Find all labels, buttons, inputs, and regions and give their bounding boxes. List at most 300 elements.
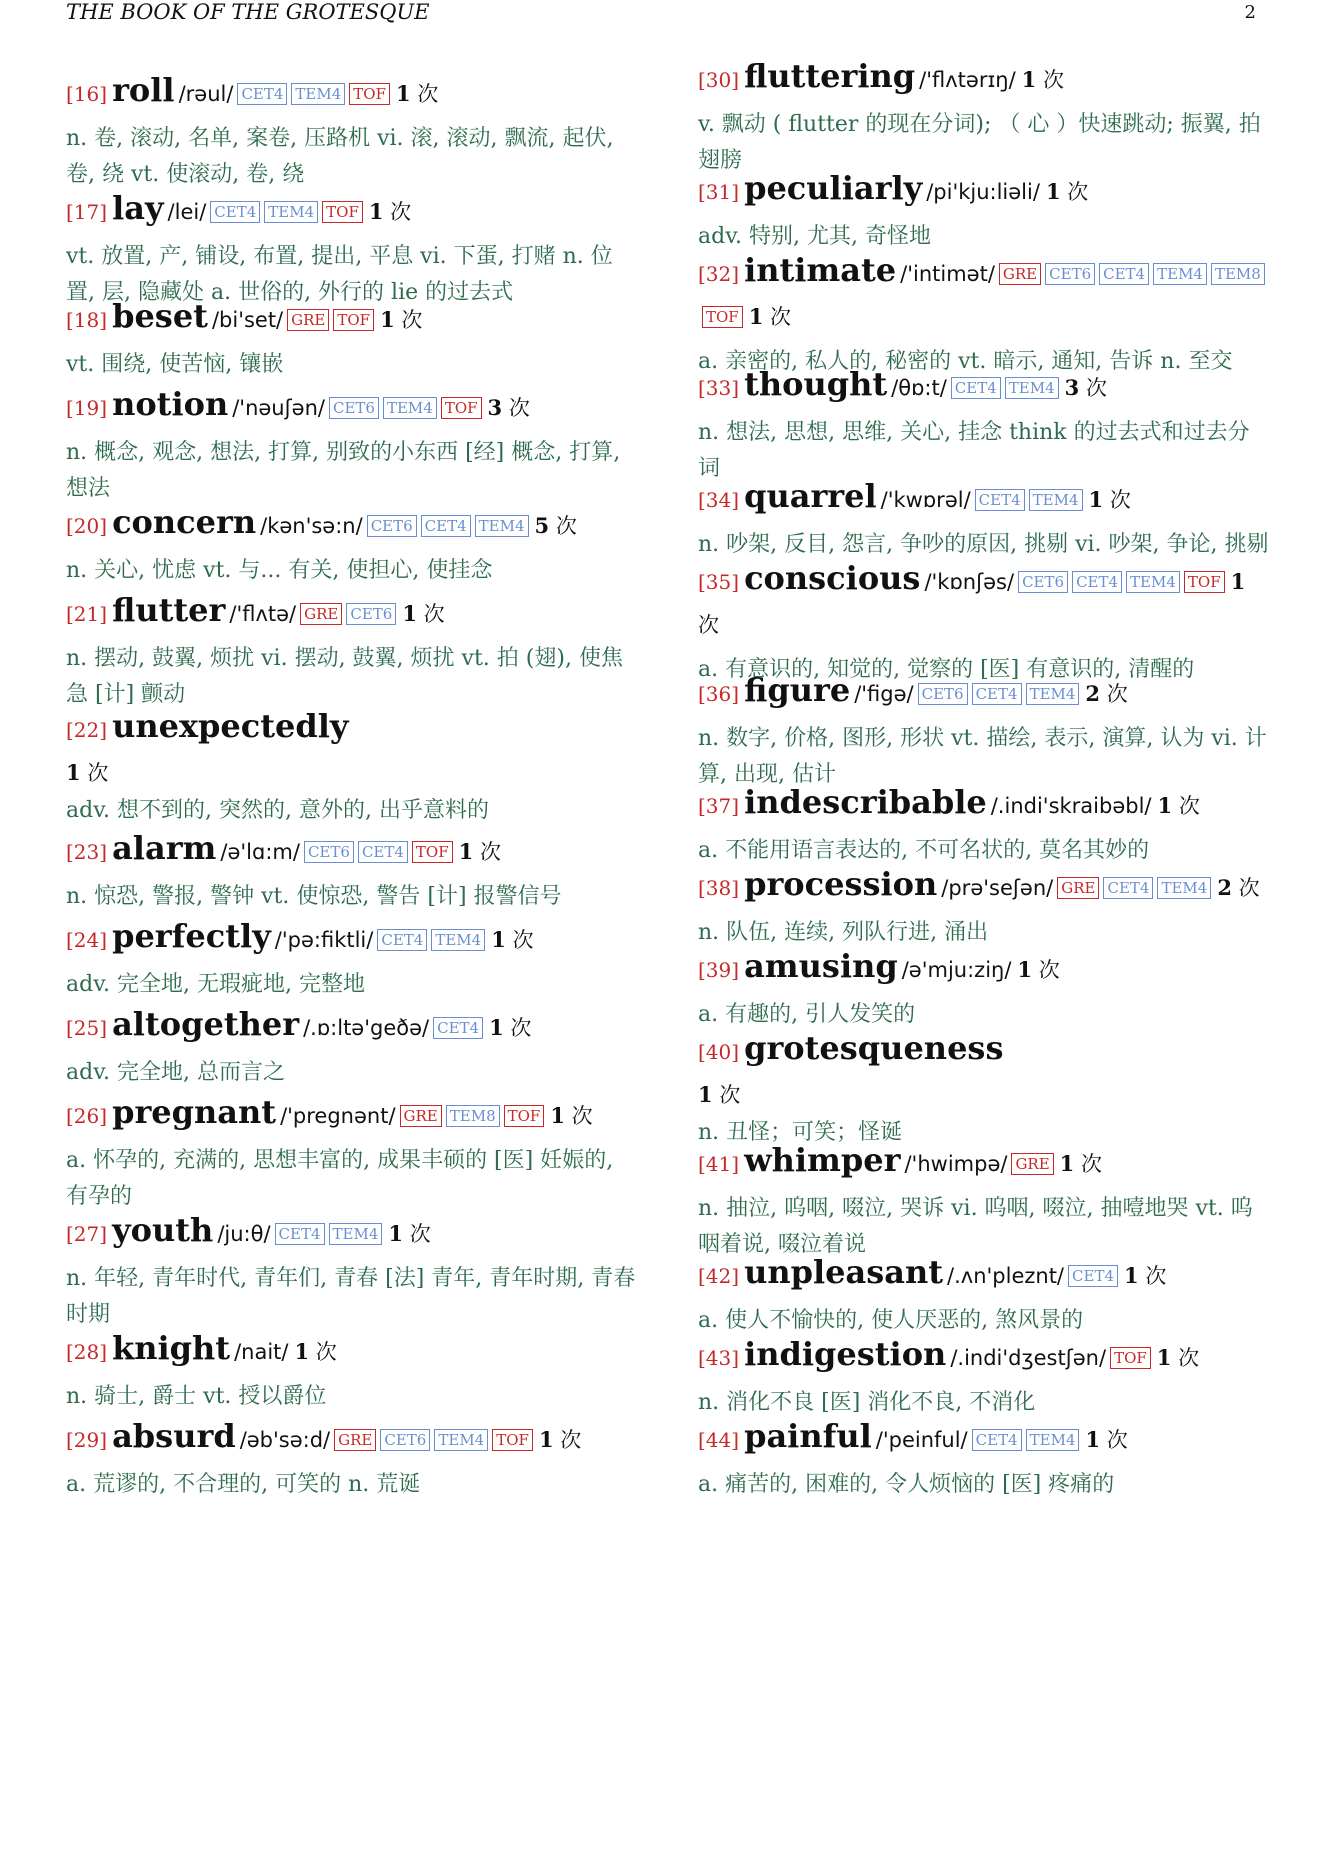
exam-tag: GRE (287, 309, 329, 331)
exam-tag: TEM4 (264, 201, 318, 223)
occurrence-count (539, 1428, 581, 1452)
headword: alarm (112, 829, 217, 867)
entry-headline (698, 58, 1270, 105)
definition: n. 概念, 观念, 想法, 打算, 别致的小东西 [经] 概念, 打算, 想法 (66, 440, 621, 501)
exam-tag: TEM4 (1157, 877, 1211, 899)
count-number: 1 (1045, 179, 1061, 204)
definition: n. 关心, 忧虑 vt. 与... 有关, 使担心, 使挂念 (66, 558, 493, 583)
exam-tag: TOF (702, 306, 743, 328)
headword: perfectly (112, 917, 271, 955)
phonetic: /'kwɒrəl/ (880, 488, 971, 512)
definition: a. 荒谬的, 不合理的, 可笑的 n. 荒诞 (66, 1472, 421, 1497)
phonetic: /əb'sə:d/ (239, 1428, 331, 1452)
count-suffix: 次 (1038, 958, 1060, 982)
exam-tag: GRE (300, 603, 342, 625)
exam-tag: CET4 (210, 201, 260, 223)
headword: unpleasant (744, 1253, 944, 1291)
exam-tag: CET4 (1072, 571, 1122, 593)
exam-tag: CET4 (975, 489, 1025, 511)
exam-tag: CET4 (421, 515, 471, 537)
vocab-entry (698, 560, 1270, 688)
definition: n. 想法, 思想, 思维, 关心, 挂念 think 的过去式和过去分词 (698, 420, 1250, 481)
entry-headline (698, 560, 1270, 650)
headword: grotesqueness (744, 1029, 1004, 1067)
entry-headline (66, 298, 636, 345)
exam-tag: GRE (1011, 1153, 1053, 1175)
count-suffix: 次 (401, 308, 423, 332)
entry-index: [41] (698, 1152, 740, 1176)
definition: n. 丑怪；可笑；怪诞 (698, 1120, 903, 1145)
count-number: 2 (1085, 681, 1101, 706)
vocab-entry (66, 1418, 636, 1503)
occurrence-count (1158, 794, 1200, 818)
phonetic: /'flʌtərɪŋ/ (919, 68, 1016, 92)
entry-index: [31] (698, 180, 740, 204)
exam-tag: TOF (322, 201, 363, 223)
occurrence-count (1217, 876, 1259, 900)
exam-tag: CET6 (304, 841, 354, 863)
headword: fluttering (744, 57, 916, 95)
exam-tag: CET4 (972, 1429, 1022, 1451)
occurrence-count (380, 308, 422, 332)
phonetic: /rəul/ (178, 82, 234, 106)
headword: indigestion (744, 1335, 947, 1373)
entry-index: [25] (66, 1016, 108, 1040)
count-number: 1 (748, 304, 764, 329)
vocab-entry (66, 1006, 636, 1091)
exam-tag: CET4 (237, 83, 287, 105)
headword: amusing (744, 947, 898, 985)
count-suffix: 次 (1106, 682, 1128, 706)
phonetic: /'intimət/ (900, 262, 995, 286)
exam-tag: CET6 (1018, 571, 1068, 593)
exam-tag: TEM4 (1029, 489, 1083, 511)
entry-index: [21] (66, 602, 108, 626)
vocab-entry (66, 190, 636, 311)
count-suffix: 次 (698, 613, 719, 637)
entry-headline (66, 592, 636, 639)
vocab-entry (698, 1418, 1270, 1503)
entry-index: [42] (698, 1264, 740, 1288)
phonetic: /ə'lɑ:m/ (220, 840, 300, 864)
vocab-entry (66, 1094, 636, 1215)
headword: procession (744, 865, 938, 903)
definition: n. 吵架, 反目, 怨言, 争吵的原因, 挑剔 vi. 吵架, 争论, 挑剔 (698, 532, 1269, 557)
exam-tag: TOF (492, 1429, 533, 1451)
exam-tag: TEM4 (475, 515, 529, 537)
exam-tag: TEM8 (1211, 263, 1265, 285)
entry-index: [44] (698, 1428, 740, 1452)
definition: a. 亲密的, 私人的, 秘密的 vt. 暗示, 通知, 告诉 n. 至交 (698, 349, 1233, 374)
count-suffix: 次 (315, 1340, 337, 1364)
occurrence-count (1017, 958, 1059, 982)
count-suffix: 次 (770, 305, 792, 329)
headword: quarrel (744, 477, 877, 515)
headword: peculiarly (744, 169, 923, 207)
exam-tag: CET6 (367, 515, 417, 537)
headword: indescribable (744, 783, 987, 821)
count-suffix: 次 (1042, 68, 1064, 92)
count-number: 1 (458, 839, 474, 864)
vocab-entry (698, 1142, 1270, 1263)
count-suffix: 次 (87, 761, 109, 785)
count-suffix: 次 (1178, 794, 1200, 818)
exam-tag: TEM4 (434, 1429, 488, 1451)
entry-index: [43] (698, 1346, 740, 1370)
count-suffix: 次 (479, 840, 501, 864)
occurrence-count (1124, 1264, 1166, 1288)
exam-tag: TEM8 (446, 1105, 500, 1127)
occurrence-count (1089, 488, 1131, 512)
page-header (66, 0, 1256, 30)
headword: beset (112, 297, 208, 335)
occurrence-count (1157, 1346, 1199, 1370)
phonetic: /'peinful/ (875, 1428, 968, 1452)
exam-tag: TEM4 (329, 1223, 383, 1245)
entry-headline (698, 1336, 1270, 1383)
headword: youth (112, 1211, 214, 1249)
count-number: 1 (1124, 1263, 1139, 1288)
occurrence-count (294, 1340, 336, 1364)
count-number: 1 (491, 927, 506, 952)
exam-tag: TEM4 (291, 83, 345, 105)
count-number: 1 (396, 81, 411, 106)
count-suffix: 次 (512, 928, 534, 952)
count-number: 1 (698, 1082, 713, 1107)
definition: a. 有意识的, 知觉的, 觉察的 [医] 有意识的, 清醒的 (698, 657, 1195, 682)
phonetic: /ju:θ/ (217, 1222, 271, 1246)
entry-headline (66, 708, 636, 755)
phonetic: /lei/ (167, 200, 207, 224)
vocab-entry (66, 386, 636, 507)
definition: a. 使人不愉快的, 使人厌恶的, 煞风景的 (698, 1308, 1084, 1333)
exam-tag: TOF (504, 1105, 545, 1127)
exam-tag: TEM4 (383, 397, 437, 419)
entry-headline (698, 1030, 1270, 1077)
entry-headline (698, 1254, 1270, 1301)
entry-headline (66, 1418, 636, 1465)
count-suffix: 次 (508, 396, 530, 420)
occurrence-count (1022, 68, 1064, 92)
entry-index: [39] (698, 958, 740, 982)
entry-index: [16] (66, 82, 108, 106)
occurrence-count (1085, 1428, 1127, 1452)
entry-headline (66, 72, 636, 119)
page-number: 2 (1244, 2, 1256, 23)
phonetic: /'pə:fiktli/ (274, 928, 374, 952)
phonetic: /.ɒ:ltə'geðə/ (303, 1016, 430, 1040)
definition: a. 怀孕的, 充满的, 思想丰富的, 成果丰硕的 [医] 妊娠的, 有孕的 (66, 1148, 614, 1209)
definition: v. 飘动 ( flutter 的现在分词); （ 心 ）快速跳动; 振翼, 拍翅膀 (698, 112, 1261, 173)
count-suffix: 次 (571, 1104, 593, 1128)
count-number: 3 (487, 395, 503, 420)
exam-tag: GRE (334, 1429, 376, 1451)
definition: n. 数字, 价格, 图形, 形状 vt. 描绘, 表示, 演算, 认为 vi. 计算, 出现, 估计 (698, 726, 1267, 787)
occurrence-count (1065, 376, 1107, 400)
exam-tag: CET6 (329, 397, 379, 419)
entry-headline (66, 918, 636, 965)
occurrence-count (369, 200, 411, 224)
entry-index: [38] (698, 876, 740, 900)
phonetic: /θɒ:t/ (891, 376, 947, 400)
definition: n. 年轻, 青年时代, 青年们, 青春 [法] 青年, 青年时期, 青春时期 (66, 1266, 636, 1327)
definition: a. 有趣的, 引人发笑的 (698, 1002, 916, 1027)
exam-tag: TEM4 (431, 929, 485, 951)
count-suffix: 次 (1238, 876, 1260, 900)
vocab-entry (66, 708, 636, 829)
exam-tag: CET4 (1099, 263, 1149, 285)
exam-tag: TOF (1110, 1347, 1151, 1369)
vocab-entry (698, 252, 1270, 380)
headword: unexpectedly (112, 707, 349, 745)
exam-tag: TEM4 (1026, 683, 1080, 705)
exam-tag: CET6 (380, 1429, 430, 1451)
entry-headline (698, 866, 1270, 913)
book-title: THE BOOK OF THE GROTESQUE (66, 0, 430, 24)
exam-tag: TEM4 (1005, 377, 1059, 399)
headword: conscious (744, 559, 921, 597)
headword: painful (744, 1417, 872, 1455)
count-suffix: 次 (1178, 1346, 1200, 1370)
definition: vt. 围绕, 使苦恼, 镶嵌 (66, 352, 284, 377)
entry-headline (66, 830, 636, 877)
definition: n. 消化不良 [医] 消化不良, 不消化 (698, 1390, 1036, 1415)
exam-tag: CET4 (972, 683, 1022, 705)
count-number: 1 (550, 1103, 565, 1128)
count-suffix: 次 (560, 1428, 582, 1452)
exam-tag: TOF (333, 309, 374, 331)
phonetic: /kən'sə:n/ (260, 514, 363, 538)
definition: a. 痛苦的, 困难的, 令人烦恼的 [医] 疼痛的 (698, 1472, 1115, 1497)
entry-index: [32] (698, 262, 740, 286)
vocab-entry (698, 784, 1270, 869)
occurrence-count (66, 761, 108, 785)
entry-index: [29] (66, 1428, 108, 1452)
definition: n. 骑士, 爵士 vt. 授以爵位 (66, 1384, 327, 1409)
entry-headline (698, 252, 1270, 342)
headword: figure (744, 671, 851, 709)
phonetic: /.indi'skraibəbl/ (990, 794, 1152, 818)
vocab-entry (698, 170, 1270, 255)
vocab-entry (698, 1336, 1270, 1421)
count-number: 1 (1088, 487, 1104, 512)
definition: n. 抽泣, 呜咽, 啜泣, 哭诉 vi. 呜咽, 啜泣, 抽噎地哭 vt. 呜咽着说, 啜泣着说 (698, 1196, 1253, 1257)
vocab-entry (66, 918, 636, 1003)
vocab-entry (698, 672, 1270, 793)
definition: adv. 完全地, 无瑕疵地, 完整地 (66, 972, 365, 997)
entry-headline (66, 1330, 636, 1377)
vocab-entry (66, 1330, 636, 1415)
phonetic: /'flʌtə/ (229, 602, 297, 626)
count-line (698, 1077, 1270, 1113)
count-suffix: 次 (1085, 376, 1107, 400)
definition: adv. 完全地, 总而言之 (66, 1060, 285, 1085)
definition: n. 惊恐, 警报, 警钟 vt. 使惊恐, 警告 [计] 报警信号 (66, 884, 562, 909)
entry-index: [22] (66, 718, 108, 742)
occurrence-count (1060, 1152, 1102, 1176)
count-suffix: 次 (510, 1016, 532, 1040)
entry-headline (698, 672, 1270, 719)
headword: absurd (112, 1417, 236, 1455)
count-suffix: 次 (1106, 1428, 1128, 1452)
exam-tag: CET4 (433, 1017, 483, 1039)
count-number: 5 (534, 513, 550, 538)
count-number: 1 (1021, 67, 1037, 92)
entry-headline (66, 386, 636, 433)
exam-tag: TOF (349, 83, 390, 105)
exam-tag: TEM4 (1026, 1429, 1080, 1451)
entry-index: [35] (698, 570, 740, 594)
exam-tag: CET4 (951, 377, 1001, 399)
occurrence-count (396, 82, 438, 106)
entry-index: [26] (66, 1104, 108, 1128)
vocab-entry (66, 72, 636, 193)
exam-tag: CET4 (358, 841, 408, 863)
entry-headline (698, 1418, 1270, 1465)
entry-index: [40] (698, 1040, 740, 1064)
entry-headline (698, 478, 1270, 525)
headword: roll (112, 71, 175, 109)
vocab-entry (66, 504, 636, 589)
entry-index: [27] (66, 1222, 108, 1246)
count-number: 1 (368, 199, 384, 224)
occurrence-count (491, 928, 533, 952)
headword: lay (112, 189, 164, 227)
occurrence-count (1085, 682, 1127, 706)
entry-headline (698, 948, 1270, 995)
count-number: 1 (1017, 957, 1033, 982)
exam-tag: TOF (1184, 571, 1225, 593)
entry-headline (66, 1006, 636, 1053)
entry-headline (66, 190, 636, 237)
definition: a. 不能用语言表达的, 不可名状的, 莫名其妙的 (698, 838, 1150, 863)
vocab-entry (698, 1030, 1270, 1151)
occurrence-count (1046, 180, 1088, 204)
entry-index: [33] (698, 376, 740, 400)
count-suffix: 次 (409, 1222, 431, 1246)
count-number: 1 (380, 307, 395, 332)
count-suffix: 次 (417, 82, 439, 106)
entry-headline (698, 1142, 1270, 1189)
exam-tag: CET4 (377, 929, 427, 951)
exam-tag: TOF (412, 841, 453, 863)
phonetic: /'pregnənt/ (280, 1104, 396, 1128)
entry-headline (66, 504, 636, 551)
entry-headline (66, 1212, 636, 1259)
exam-tag: TOF (441, 397, 482, 419)
exam-tag: CET4 (1068, 1265, 1118, 1287)
vocab-entry (698, 58, 1270, 179)
exam-tag: CET4 (275, 1223, 325, 1245)
entry-headline (698, 170, 1270, 217)
headword: concern (112, 503, 257, 541)
entry-index: [18] (66, 308, 108, 332)
entry-index: [23] (66, 840, 108, 864)
phonetic: /.indi'dʒestʃən/ (950, 1346, 1107, 1370)
count-number: 1 (294, 1339, 310, 1364)
count-suffix: 次 (1080, 1152, 1102, 1176)
count-number: 3 (1064, 375, 1080, 400)
definition: n. 卷, 滚动, 名单, 案卷, 压路机 vi. 滚, 滚动, 飘流, 起伏, 卷, 绕 vt. 使滚动, 卷, 绕 (66, 126, 614, 187)
count-number: 1 (66, 760, 81, 785)
entry-index: [20] (66, 514, 108, 538)
exam-tag: CET6 (1045, 263, 1095, 285)
entry-index: [30] (698, 68, 740, 92)
entry-headline (698, 784, 1270, 831)
phonetic: /nait/ (234, 1340, 289, 1364)
vocab-entry (698, 1254, 1270, 1339)
count-suffix: 次 (423, 602, 445, 626)
count-suffix: 次 (555, 514, 577, 538)
headword: flutter (112, 591, 226, 629)
entry-headline (66, 1094, 636, 1141)
count-suffix: 次 (1067, 180, 1089, 204)
count-number: 2 (1217, 875, 1232, 900)
count-number: 1 (489, 1015, 504, 1040)
occurrence-count (459, 840, 501, 864)
vocab-entry (698, 366, 1270, 487)
vocab-entry (698, 866, 1270, 951)
exam-tag: CET4 (1103, 877, 1153, 899)
count-number: 1 (388, 1221, 403, 1246)
phonetic: /bi'set/ (211, 308, 284, 332)
entry-index: [36] (698, 682, 740, 706)
phonetic: /'nəuʃən/ (232, 396, 325, 420)
vocab-entry (698, 478, 1270, 563)
entry-headline (698, 366, 1270, 413)
occurrence-count (388, 1222, 430, 1246)
vocab-entry (66, 592, 636, 713)
headword: intimate (744, 251, 897, 289)
exam-tag: CET6 (346, 603, 396, 625)
headword: notion (112, 385, 229, 423)
headword: knight (112, 1329, 231, 1367)
entry-index: [17] (66, 200, 108, 224)
occurrence-count (489, 1016, 531, 1040)
vocab-entry (66, 298, 636, 383)
count-number: 1 (402, 601, 417, 626)
count-suffix: 次 (1109, 488, 1131, 512)
phonetic: /prə'seʃən/ (941, 876, 1054, 900)
count-number: 1 (1059, 1151, 1075, 1176)
entry-index: [37] (698, 794, 740, 818)
count-suffix: 次 (1145, 1264, 1167, 1288)
phonetic: /'figə/ (854, 682, 914, 706)
definition: n. 摆动, 鼓翼, 烦扰 vi. 摆动, 鼓翼, 烦扰 vt. 拍 (翅), 使焦急 [计] 颤动 (66, 646, 623, 707)
count-line (66, 755, 636, 791)
phonetic: /pi'kju:liəli/ (926, 180, 1040, 204)
count-number: 1 (1230, 569, 1246, 594)
headword: whimper (744, 1141, 901, 1179)
phonetic: /'hwimpə/ (904, 1152, 1008, 1176)
occurrence-count (402, 602, 444, 626)
exam-tag: TEM4 (1153, 263, 1207, 285)
entry-index: [19] (66, 396, 108, 420)
phonetic: /ə'mju:ziŋ/ (901, 958, 1012, 982)
exam-tag: GRE (999, 263, 1041, 285)
occurrence-count (488, 396, 530, 420)
count-number: 1 (1157, 793, 1173, 818)
definition: vt. 放置, 产, 铺设, 布置, 提出, 平息 vi. 下蛋, 打赌 n. 位置, 层, 隐藏处 a. 世俗的, 外行的 lie 的过去式 (66, 244, 613, 305)
definition: adv. 特别, 尤其, 奇怪地 (698, 224, 931, 249)
entry-index: [24] (66, 928, 108, 952)
occurrence-count (535, 514, 577, 538)
count-suffix: 次 (719, 1083, 741, 1107)
vocab-entry (698, 948, 1270, 1033)
definition: adv. 想不到的, 突然的, 意外的, 出乎意料的 (66, 798, 489, 823)
entry-index: [28] (66, 1340, 108, 1364)
exam-tag: CET6 (918, 683, 968, 705)
